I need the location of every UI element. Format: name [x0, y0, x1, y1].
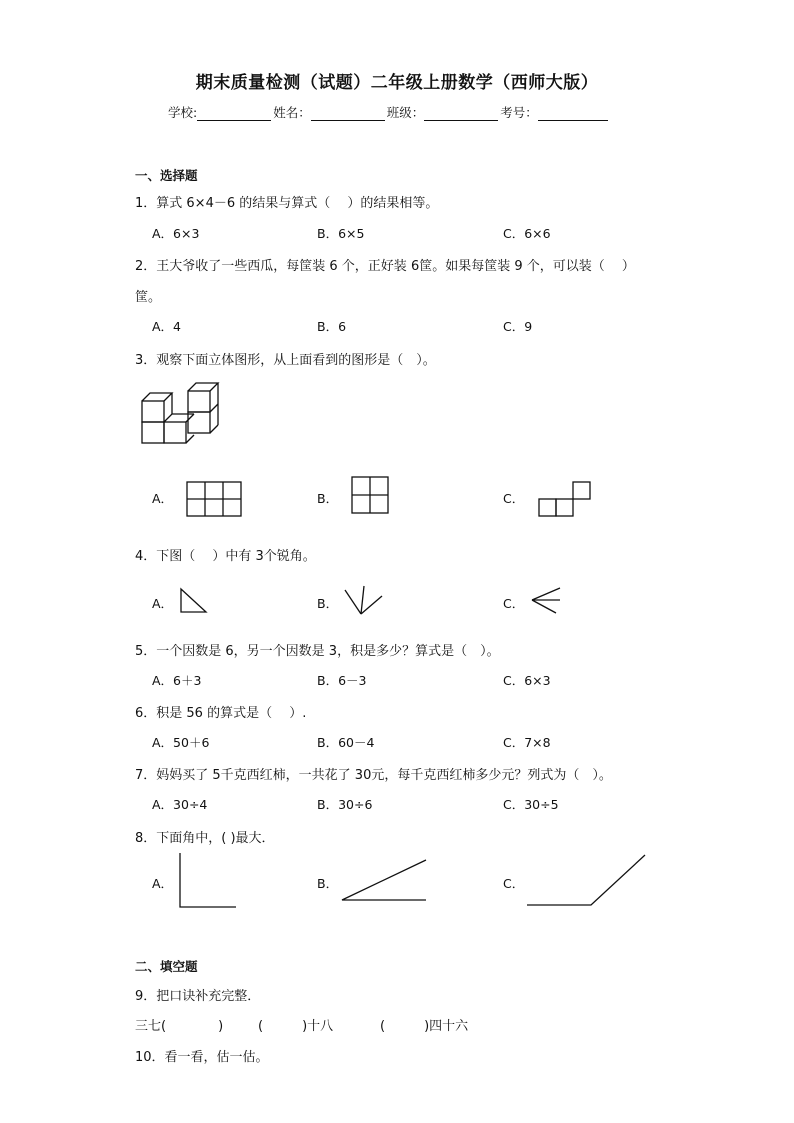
q8-option-c[interactable]: C．	[503, 876, 525, 891]
school-label: 学校:	[168, 105, 198, 120]
question-1: 1．算式 6×4－6 的结果与算式（ ）的结果相等。	[135, 196, 439, 211]
q7-option-c[interactable]: C．30÷5	[503, 797, 559, 812]
class-field[interactable]	[424, 106, 498, 121]
q4-option-c-rays	[530, 586, 562, 616]
question-8: 8．下面角中，( )最大．	[135, 831, 275, 846]
question-5: 5．一个因数是 6，另一个因数是 3，积是多少？算式是（ ）。	[135, 644, 500, 659]
student-info-line	[168, 103, 610, 121]
q9-fill-blank-3[interactable]: ( )四十六	[380, 1019, 469, 1034]
question-4: 4．下图（ ）中有 3个锐角。	[135, 549, 316, 564]
q8-option-a[interactable]: A．	[152, 876, 174, 891]
q6-option-a[interactable]: A．50＋6	[152, 735, 210, 750]
q7-option-b[interactable]: B．30÷6	[317, 797, 373, 812]
q3-option-b[interactable]: B．	[317, 491, 339, 506]
q8-right-angle	[178, 852, 238, 910]
q7-option-a[interactable]: A．30÷4	[152, 797, 208, 812]
question-7: 7．妈妈买了 5千克西红柿，一共花了 30元，每千克西红柿多少元？列式为（ ）。	[135, 768, 612, 783]
q6-option-b[interactable]: B．60－4	[317, 735, 375, 750]
q2-option-b[interactable]: B．6	[317, 319, 347, 334]
q3-option-c-figure	[537, 480, 593, 518]
name-label: 姓名：	[273, 105, 311, 120]
question-9: 9．把口诀补充完整．	[135, 989, 261, 1004]
q8-acute-angle	[340, 858, 428, 902]
name-field[interactable]	[311, 106, 385, 121]
page-title: 期末质量检测（试题）二年级上册数学（西师大版）	[195, 73, 599, 93]
question-2-continued: 筐。	[135, 290, 162, 305]
section-fill-heading: 二、填空题	[135, 959, 198, 974]
question-2: 2．王大爷收了一些西瓜，每筐装 6 个，正好装 6筐。如果每筐装 9 个，可以装（ ）	[135, 259, 635, 274]
q2-option-c[interactable]: C．9	[503, 319, 533, 334]
q5-option-a[interactable]: A．6＋3	[152, 673, 202, 688]
school-field[interactable]	[197, 106, 271, 121]
q3-option-a-figure	[186, 480, 242, 518]
q4-option-b[interactable]: B．	[317, 596, 339, 611]
q1-option-b[interactable]: B．6×5	[317, 226, 365, 241]
number-label: 考号：	[500, 105, 538, 120]
q4-option-a-triangle	[180, 588, 210, 614]
q3-option-a[interactable]: A．	[152, 491, 174, 506]
q4-option-b-rays	[344, 582, 384, 616]
q9-fill-blank-2[interactable]: ( )十八	[258, 1019, 334, 1034]
q4-option-a[interactable]: A．	[152, 596, 174, 611]
q3-option-c[interactable]: C．	[503, 491, 525, 506]
class-label: 班级：	[386, 105, 425, 120]
q3-option-b-figure	[351, 476, 391, 514]
q5-option-c[interactable]: C．6×3	[503, 673, 551, 688]
question-3: 3．观察下面立体图形，从上面看到的图形是（ ）。	[135, 353, 436, 368]
q8-obtuse-angle	[525, 853, 647, 907]
question-10: 10．看一看，估一估。	[135, 1050, 269, 1065]
q6-option-c[interactable]: C．7×8	[503, 735, 551, 750]
question-6: 6．积是 56 的算式是（ ）.	[135, 706, 307, 721]
q1-option-c[interactable]: C．6×6	[503, 226, 551, 241]
q5-option-b[interactable]: B．6－3	[317, 673, 367, 688]
section-choice-heading: 一、选择题	[135, 168, 198, 183]
number-field[interactable]	[538, 106, 608, 121]
q2-option-a[interactable]: A．4	[152, 319, 182, 334]
stacked-cubes-figure	[140, 382, 220, 444]
q1-option-a[interactable]: A．6×3	[152, 226, 200, 241]
q4-option-c[interactable]: C．	[503, 596, 525, 611]
q8-option-b[interactable]: B．	[317, 876, 339, 891]
q9-fill-blank-1[interactable]: 三七( )	[135, 1019, 224, 1034]
